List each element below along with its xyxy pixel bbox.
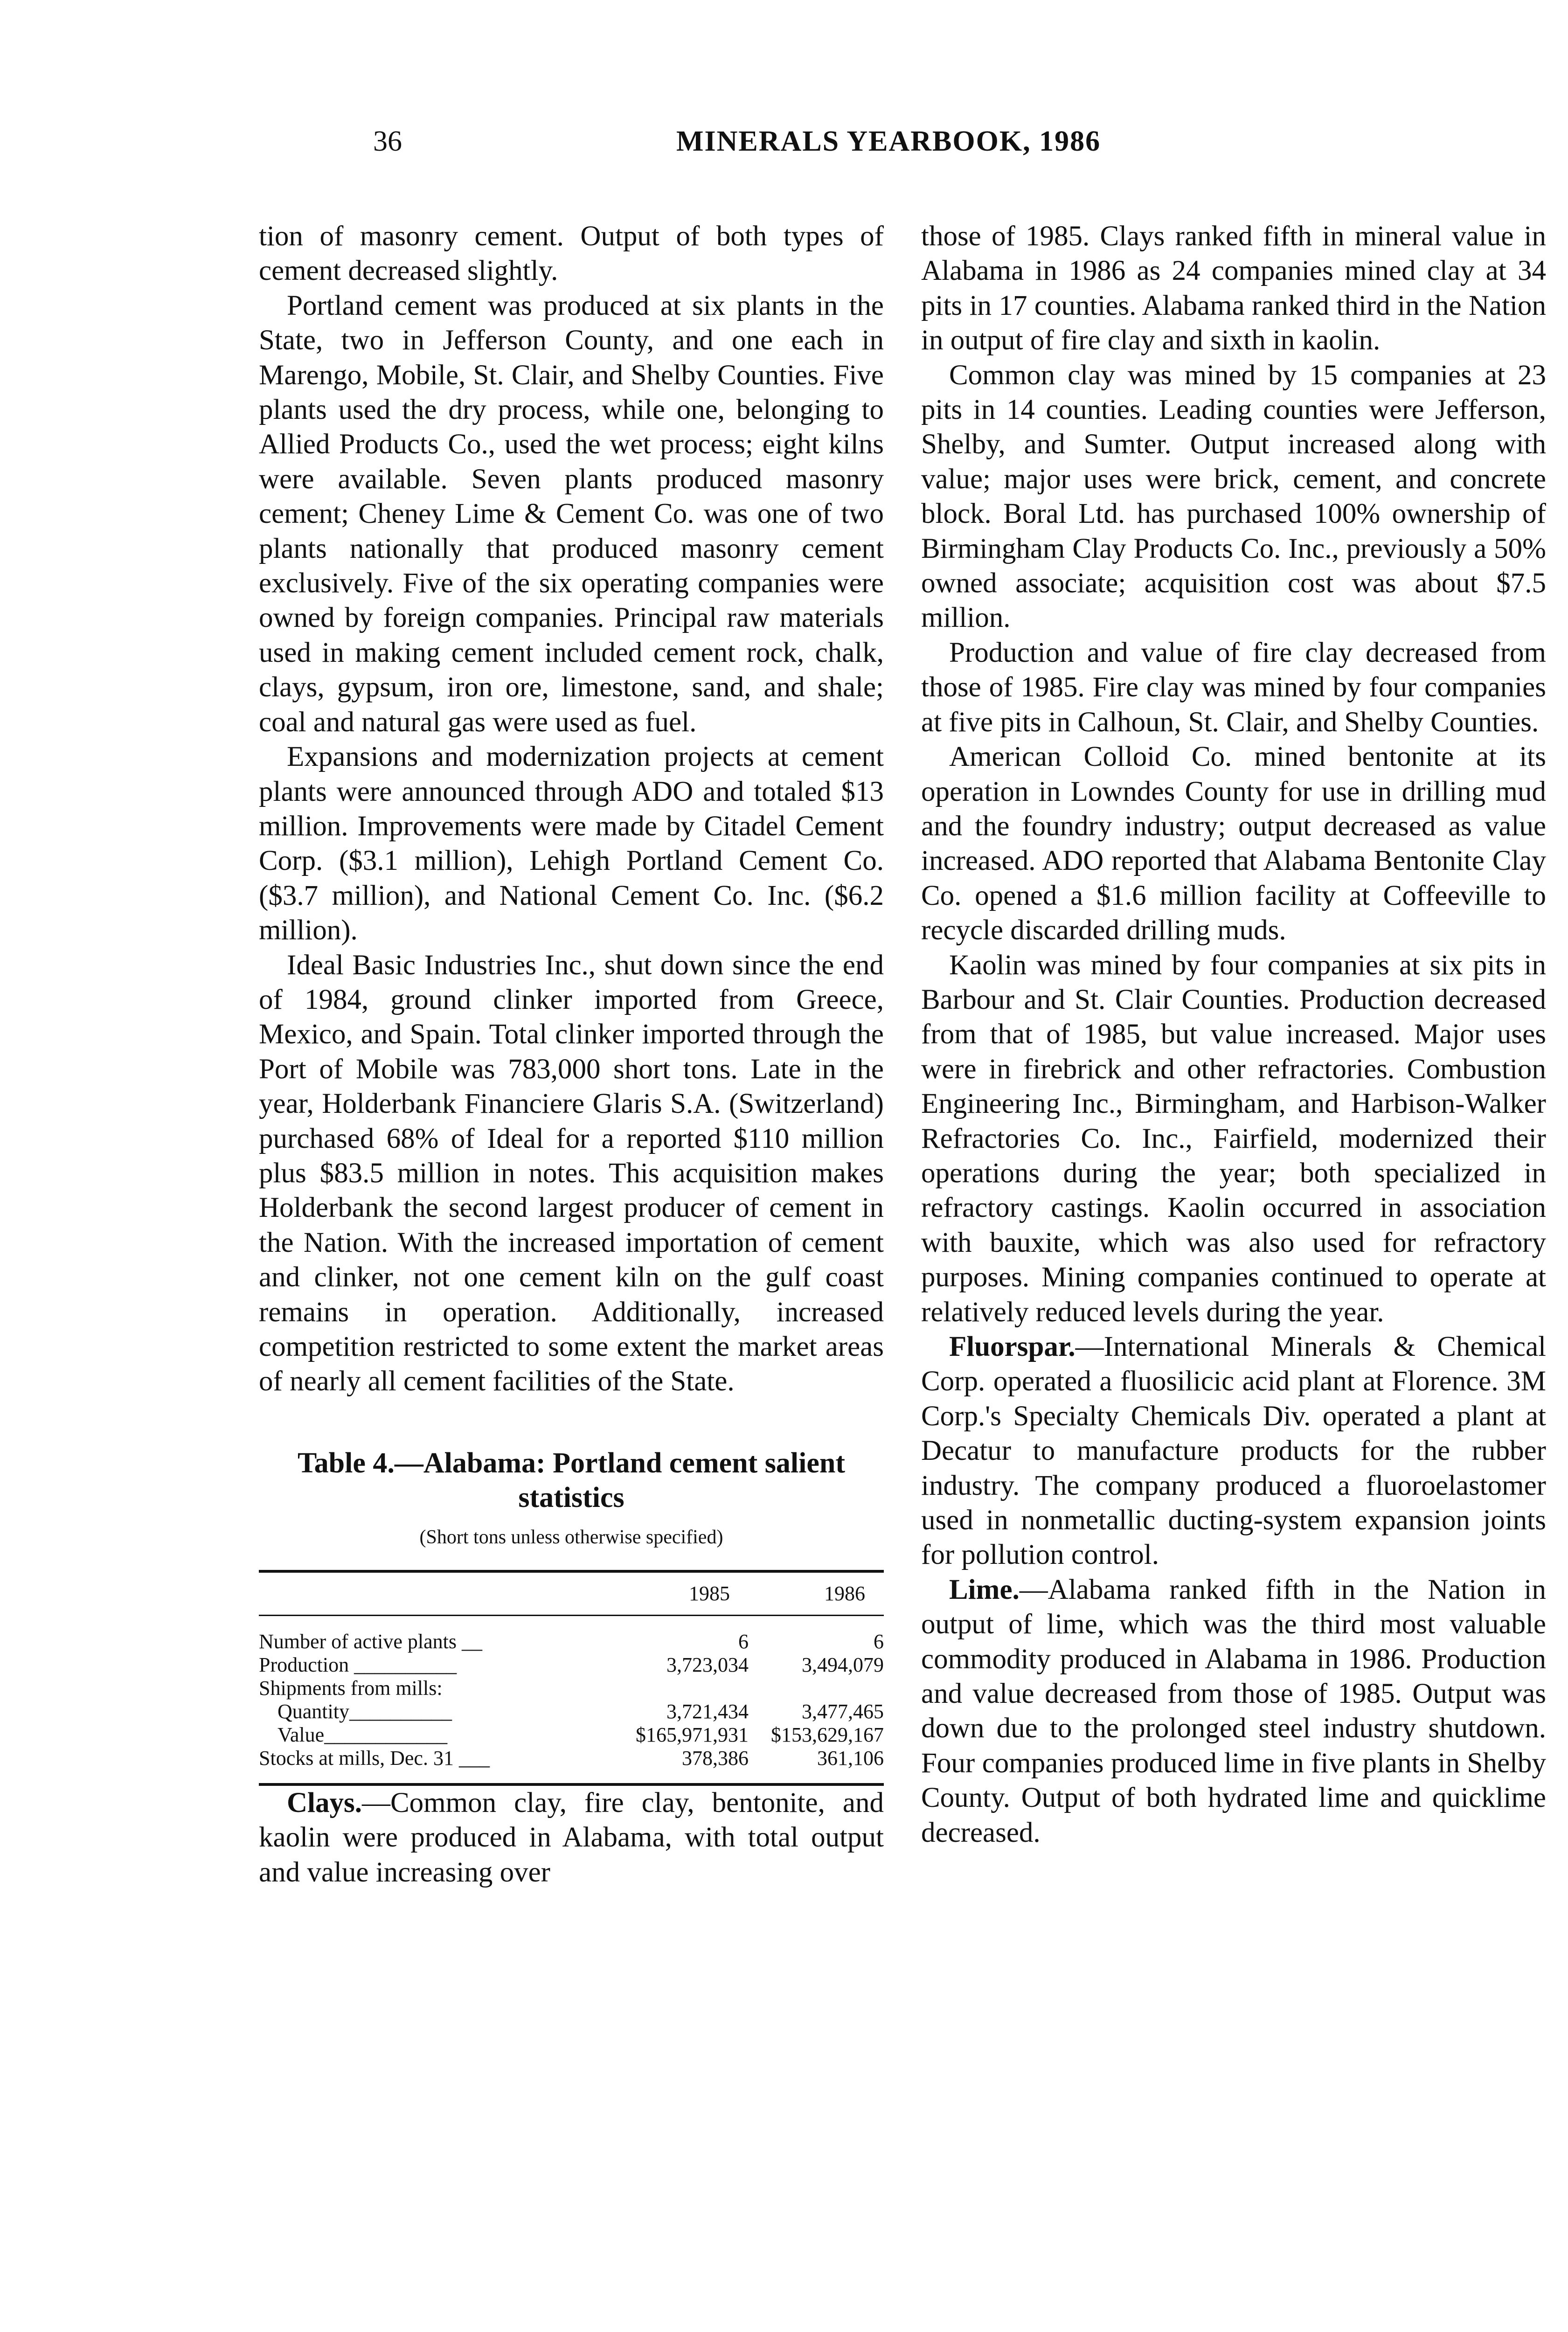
- table-unit-note: (Short tons unless otherwise specified): [419, 1526, 723, 1548]
- row-value-1986: 3,477,465: [802, 1700, 884, 1723]
- paragraph-portland-cement: Portland cement was produced at six plants in the State, two in Jefferson County, and one each in Marengo, Mobile, St. Clair, and Shelby Counties. Five plants used the dry process, while one, belonging to Allied Products Co., used the wet process; eight kilns were available. Seven plants produced masonry cement; Cheney Lime & Cement Co. was one of two plants nationally that produced masonry cement exclusively. Five of the six operating companies were owned by foreign companies. Principal raw materials used in making cement included cement rock, chalk, clays, gypsum, iron ore, limestone, sand, and shale; coal and natural gas were used as fuel.: [259, 290, 884, 738]
- row-value-1985: 6: [738, 1630, 749, 1653]
- table-row: [259, 1700, 884, 1723]
- table-title: Table 4.—Alabama: Portland cement salient statistics: [298, 1447, 845, 1513]
- row-value-1985: 3,723,034: [666, 1653, 749, 1676]
- table-grid: [259, 1573, 884, 1786]
- row-label: Number of active plants __: [259, 1630, 482, 1653]
- page-number: 36: [373, 125, 402, 157]
- clays-heading: Clays.: [287, 1787, 362, 1818]
- table-header-row: [259, 1573, 884, 1615]
- paragraph-kaolin: Kaolin was mined by four companies at six pits in Barbour and St. Clair Counties. Production decreased from that of 1985, but value increased. Major uses were in firebrick and other refractories. Combustion Engineering Inc., Birmingham, and Harbison-Walker Refractories Co. Inc., Fairfield, modernized their operations during the year; both specialized in refractory castings. Kaolin occurred in association with bauxite, which was also used for refractory purposes. Mining companies continued to operate at relatively reduced levels during the year.: [921, 949, 1546, 1328]
- row-value-1986: 3,494,079: [802, 1653, 884, 1676]
- paragraph-clays: [259, 1786, 884, 1890]
- table-body: [259, 1616, 884, 1783]
- table-row: [259, 1677, 884, 1700]
- row-label: Quantity__________: [278, 1700, 452, 1723]
- table-row: [259, 1723, 884, 1747]
- row-value-1985: [613, 1677, 749, 1700]
- paragraph-bentonite: American Colloid Co. mined bentonite at its operation in Lowndes County for use in drilling mud and the foundry industry; output decreased as value increased. ADO reported that Alabama Bentonite Clay Co. opened a $1.6 million facility at Coffeeville to recycle discarded drilling muds.: [921, 741, 1546, 946]
- row-label: Production __________: [259, 1653, 457, 1676]
- row-value-1985: $165,971,931: [636, 1723, 749, 1746]
- row-label: Value____________: [278, 1723, 448, 1746]
- table-row: [259, 1747, 884, 1770]
- row-label: Stocks at mills, Dec. 31 ___: [259, 1746, 490, 1770]
- paragraph-masonry-continuation: tion of masonry cement. Output of both types of cement decreased slightly.: [259, 221, 884, 287]
- paragraph-expansions: Expansions and modernization projects at cement plants were announced through ADO and totaled $13 million. Improvements were made by Citadel Cement Corp. ($3.1 million), Lehigh Portland Cement Co. ($3.7 million), and National Cement Co. Inc. ($6.2 million).: [259, 741, 884, 946]
- table-header-1986: 1986: [824, 1582, 865, 1605]
- paragraph-ideal-basic: Ideal Basic Industries Inc., shut down since the end of 1984, ground clinker imported from Greece, Mexico, and Spain. Total clinker imported through the Port of Mobile was 783,000 short tons. Late in the year, Holderbank Financiere Glaris S.A. (Switzerland) purchased 68% of Ideal for a reported $110 million plus $83.5 million in notes. This acquisition makes Holderbank the second largest producer of cement in the Nation. With the increased importation of cement and clinker, not one cement kiln on the gulf coast remains in operation. Additionally, increased competition restricted to some extent the market areas of nearly all cement facilities of the State.: [259, 949, 884, 1397]
- row-value-1986: $153,629,167: [771, 1723, 884, 1746]
- row-value-1985: 378,386: [682, 1746, 749, 1770]
- paragraph-common-clay: Common clay was mined by 15 companies at 23 pits in 14 counties. Leading counties were Jefferson, Shelby, and Sumter. Output increased along with value; major uses were brick, cement, and concrete block. Boral Ltd. has purchased 100% ownership of Birmingham Clay Products Co. Inc., previously a 50% owned associate; acquisition cost was about $7.5 million.: [921, 359, 1546, 634]
- lime-text: —Alabama ranked fifth in the Nation in output of lime, which was the third most valuable commodity produced in Alabama in 1986. Production and value decreased from those of 1985. Output was down due to the prolonged steel industry shutdown. Four companies produced lime in five plants in Shelby County. Output of both hydrated lime and quicklime decreased.: [921, 1574, 1546, 1848]
- paragraph-fluorspar: [921, 1330, 1546, 1573]
- row-value-1986: 6: [874, 1630, 884, 1653]
- table-header-1985: 1985: [689, 1582, 730, 1605]
- row-value-1986: 361,106: [817, 1746, 884, 1770]
- row-value-1985: 3,721,434: [666, 1700, 749, 1723]
- lime-heading: Lime.: [949, 1574, 1020, 1605]
- running-title: MINERALS YEARBOOK, 1986: [676, 125, 1101, 157]
- fluorspar-heading: Fluorspar.: [949, 1331, 1075, 1362]
- table-row: [259, 1653, 884, 1677]
- paragraph-clays-continuation: those of 1985. Clays ranked fifth in mineral value in Alabama in 1986 as 24 companies mined clay at 34 pits in 17 counties. Alabama ranked third in the Nation in output of fire clay and sixth in kaolin.: [921, 221, 1546, 356]
- row-label: Shipments from mills:: [259, 1676, 443, 1700]
- row-value-1986: [749, 1677, 884, 1700]
- paragraph-lime: [921, 1573, 1546, 1850]
- fluorspar-text: —International Minerals & Chemical Corp. operated a fluosilicic acid plant at Florence. 3M Corp.'s Specialty Chemicals Div. operated a plant at Decatur to manufacture products for the rubber industry. The company produced a fluoroelastomer used in nonmetallic ducting-system expansion joints for pollution control.: [921, 1331, 1546, 1571]
- portland-cement-table: [259, 1446, 884, 1786]
- table-row: [259, 1630, 884, 1653]
- clays-text: —Common clay, fire clay, bentonite, and kaolin were produced in Alabama, with total output and value increasing over: [259, 1787, 884, 1888]
- right-column: [921, 219, 1546, 1850]
- paragraph-fire-clay: Production and value of fire clay decreased from those of 1985. Fire clay was mined by four companies at five pits in Calhoun, St. Clair, and Shelby Counties.: [921, 637, 1546, 738]
- left-column: [259, 219, 884, 1890]
